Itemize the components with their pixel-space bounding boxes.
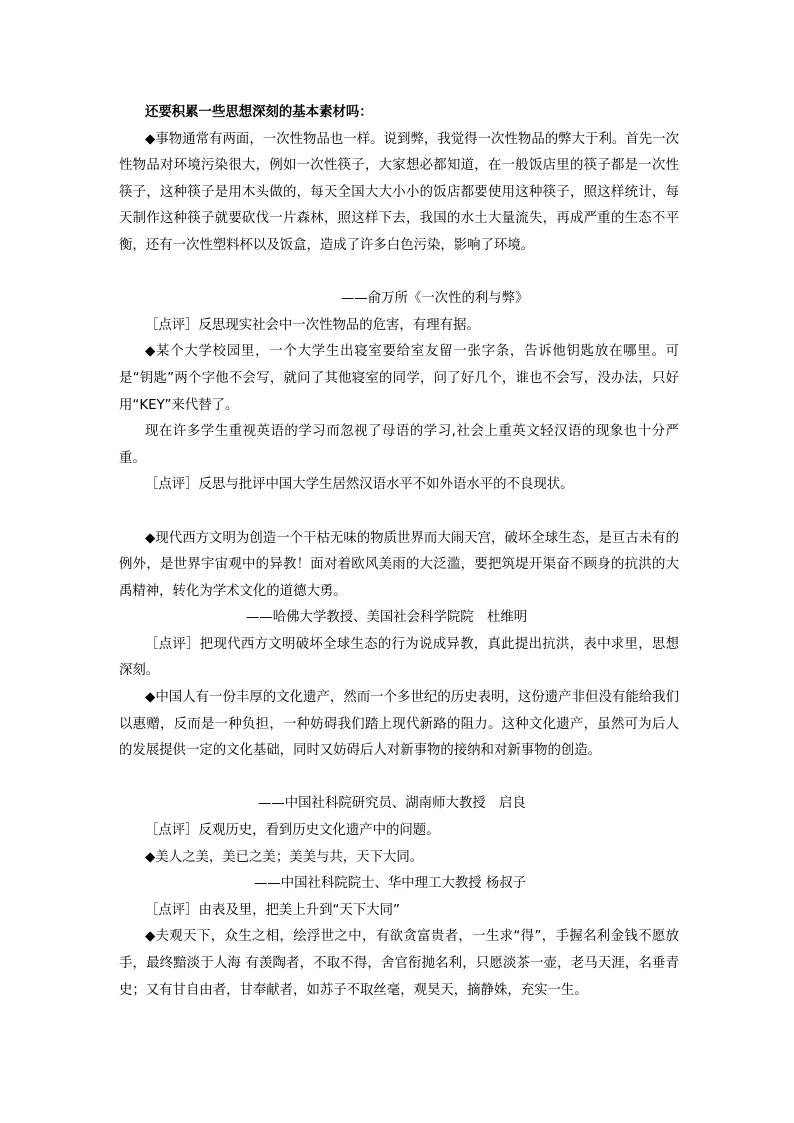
paragraph-key-note: ◆某个大学校园里，一个大学生出寝室要给室友留一张字条，告诉他钥匙放在哪里。可是“钥匙”两个字他不会写，就问了其他寝室的同学，问了好几个，谁也不会写，没办法，只好用“KEY”来代替了。 <box>119 344 679 413</box>
comment-beauty: ［点评］由表及里，把美上升到“天下大同” <box>145 902 400 918</box>
comment-disposables: ［点评］反思现实社会中一次性物品的危害，有理有据。 <box>145 317 480 333</box>
comment-cultural-heritage: ［点评］反观历史，看到历史文化遗产中的问题。 <box>145 823 440 839</box>
spacer <box>119 499 679 526</box>
section-heading: 还要积累一些思想深刻的基本素材吗： <box>145 105 373 120</box>
document-page <box>119 100 679 1004</box>
spacer <box>119 260 679 287</box>
comment-key-note: ［点评］反思与批评中国大学生居然汉语水平不如外语水平的不良现状。 <box>145 477 574 493</box>
paragraph-english-vs-chinese: 现在许多学生重视英语的学习而忽视了母语的学习,社会上重英文轻汉语的现象也十分严重。 <box>119 424 679 466</box>
paragraph-beauty: ◆美人之美，美已之美；美美与共，天下大同。 <box>145 849 424 865</box>
paragraph-world-view: ◆夫观天下，众生之相，绘浮世之中，有欲贪富贵者，一生求“得”，手握名利金钱不愿放手，最终黯淡于人海 有羡陶者，不取不得，舍官衔抛名利，只愿淡茶一壶，老马天涯，名垂青史；又有甘自由者，甘奉献者，如苏子不取丝毫，观昊天，摘静姝，充实一生。 <box>119 929 679 998</box>
attribution-yu-wansuo: ——俞万所《一次性的利与弊》 <box>341 291 529 307</box>
attribution-yang-shuzi: ——中国社科院院士、华中理工大教授 杨叔子 <box>254 876 527 892</box>
paragraph-western-civilization: ◆现代西方文明为创造一个干枯无味的物质世界而大闹天宫，破坏全球生态，是亘古未有的例外，是世界宇宙观中的异教！面对着欧风美雨的大泛滥，要把筑堤开渠奋不顾身的抗洪的大禹精神，转化为学术文化的道德大勇。 <box>119 530 679 599</box>
paragraph-cultural-heritage: ◆中国人有一份丰厚的文化遗产，然而一个多世纪的历史表明，这份遗产非但没有能给我们以惠赠，反而是一种负担，一种妨碍我们踏上现代新路的阻力。这种文化遗产，虽然可为后人的发展提供一定的文化基础，同时又妨碍后人对新事物的接纳和对新事物的创造。 <box>119 690 679 759</box>
attribution-qi-liang: ——中国社科院研究员、湖南师大教授 启良 <box>258 796 526 812</box>
spacer <box>119 765 679 792</box>
paragraph-disposables: ◆事物通常有两面，一次性物品也一样。说到弊，我觉得一次性物品的弊大于利。首先一次性物品对环境污染很大，例如一次性筷子，大家想必都知道，在一般饭店里的筷子都是一次性筷子，这种筷子是用木头做的，每天全国大大小小的饭店都要使用这种筷子，照这样统计，每天制作这种筷子就要砍伐一片森林，照这样下去，我国的水土大量流失，再成严重的生态不平衡，还有一次性塑料杯以及饭盒，造成了许多白色污染，影响了环境。 <box>119 131 679 253</box>
attribution-du-weiming: ——哈佛大学教授、美国社会科学院院 杜维明 <box>246 610 528 626</box>
comment-western-civilization: ［点评］把现代西方文明破坏全球生态的行为说成异教，真此提出抗洪，表中求里，思想深刻。 <box>119 636 679 679</box>
